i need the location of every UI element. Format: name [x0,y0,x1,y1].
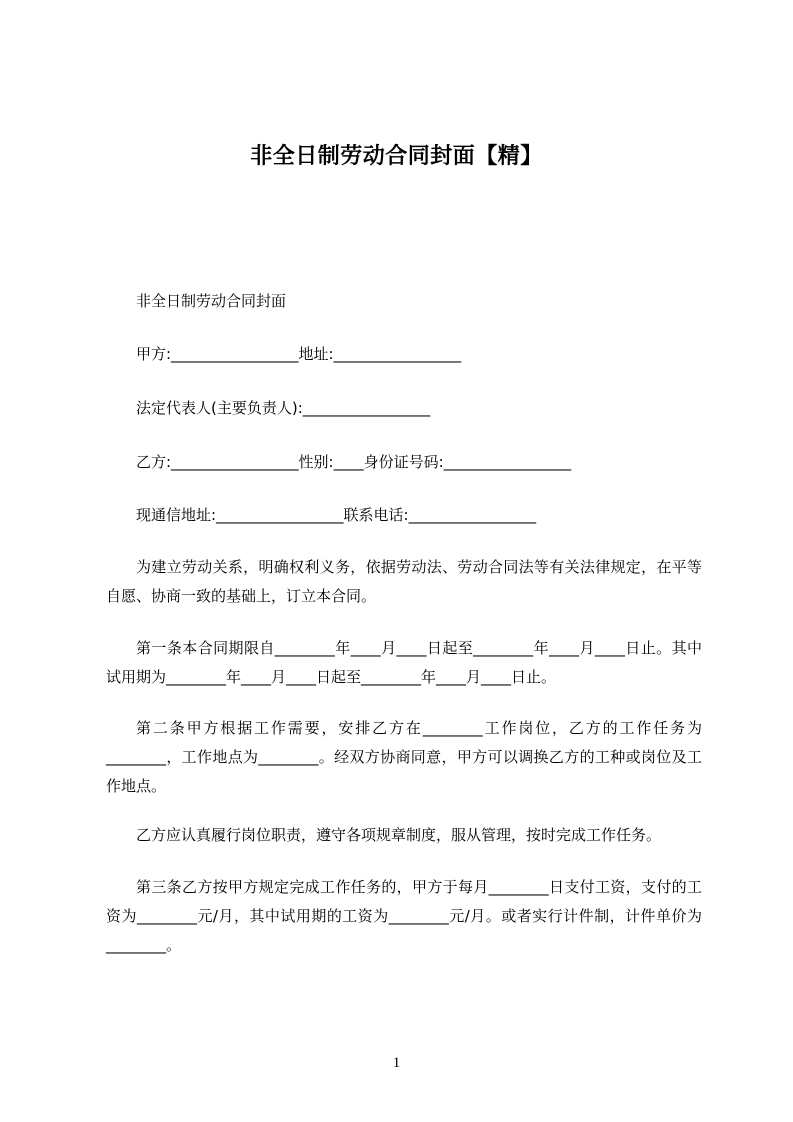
paragraph-party-a: 甲方:_________________地址:_________________ [136,345,462,363]
paragraph-address-phone: 现通信地址:_________________联系电话:_________________ [136,506,537,524]
page-number: 1 [392,1055,401,1071]
paragraph-legal-representative: 法定代表人(主要负责人):_________________ [136,399,431,417]
paragraph-cover-heading: 非全日制劳动合同封面 [136,292,287,310]
paragraph-article-3: 第三条乙方按甲方规定完成工作任务的，甲方于每月________日支付工资，支付的工资为________元/月，其中试用期的工资为________元/月。或者实行计件制，计件单价为________。 [106,878,702,954]
document-title: 非全日制劳动合同封面【精】 [250,144,543,169]
paragraph-preamble: 为建立劳动关系，明确权利义务，依据劳动法、劳动合同法等有关法律规定，在平等自愿、协商一致的基础上，订立本合同。 [106,558,702,605]
paragraph-duties: 乙方应认真履行岗位职责，遵守各项规章制度，服从管理，按时完成工作任务。 [136,826,662,844]
paragraph-article-1: 第一条本合同期限自________年____月____日起至________年____月____日止。其中试用期为________年____月____日起至________年____月____日止。 [106,639,702,686]
paragraph-article-2: 第二条甲方根据工作需要，安排乙方在________工作岗位，乙方的工作任务为________，工作地点为________。经双方协商同意，甲方可以调换乙方的工种或岗位及工作地点。 [106,719,702,795]
paragraph-party-b: 乙方:_________________性别:____身份证号码:_________________ [136,453,572,471]
